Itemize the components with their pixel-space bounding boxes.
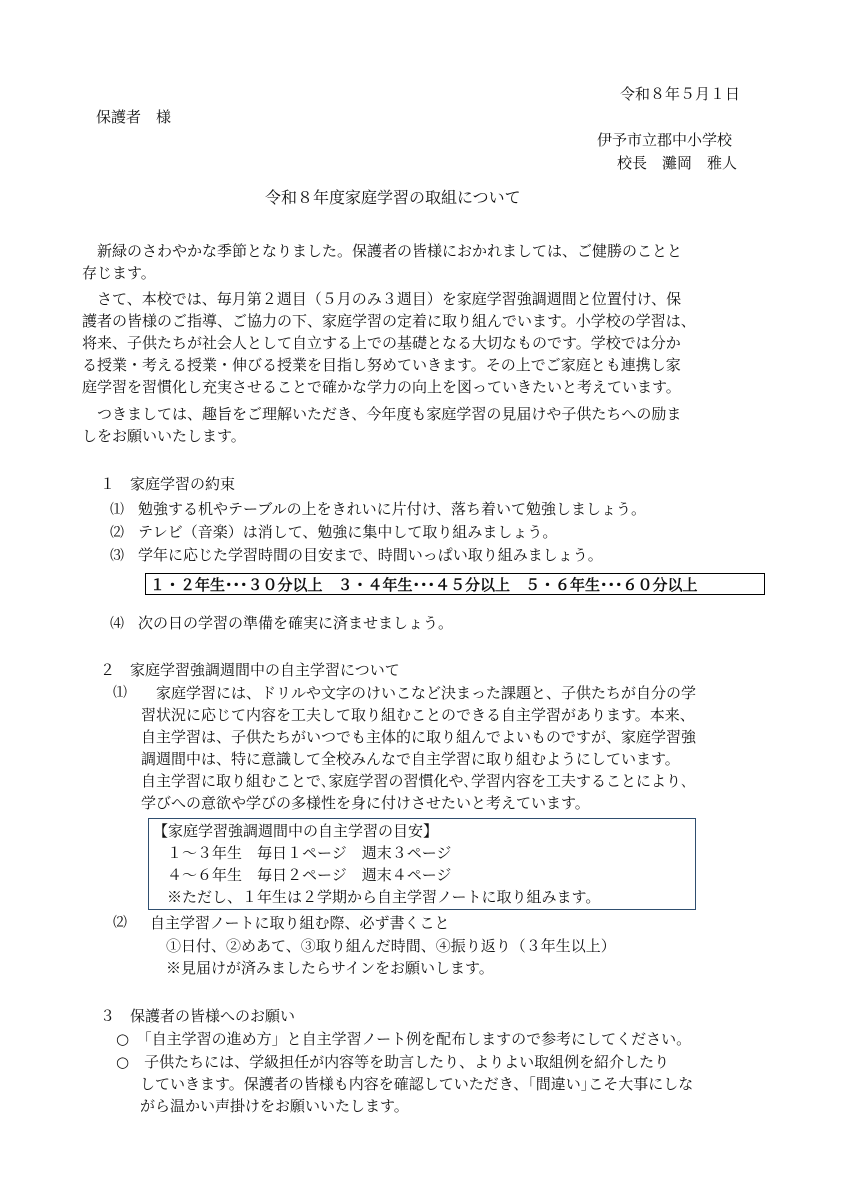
text-line: さて、本校では、毎月第２週目（５月のみ３週目）を家庭学習強調週間と位置付け、保: [82, 290, 682, 308]
item-text: 次の日の学習の準備を確実に済ませましょう。: [138, 614, 454, 632]
text-line: 自主学習は、子供たちがいつでも主体的に取り組んでよいものですが、家庭学習強: [141, 728, 697, 746]
section-2-item-1: [141, 682, 696, 814]
target-box-title: 【家庭学習強調週間中の自主学習の目安】: [153, 822, 439, 840]
item-number: ⑷: [110, 616, 124, 632]
text-line: ※見届けが済みましたらサインをお願いします。: [166, 959, 494, 977]
text-line: していきます。保護者の皆様も内容を確認していただき、｢間違い｣こそ大事にしな: [140, 1075, 694, 1093]
item-number: ⑵: [113, 915, 127, 931]
text-line: ○ 子供たちには、学級担任が内容等を助言したり、よりよい取組例を紹介したり: [116, 1053, 670, 1071]
section-1-heading: １ 家庭学習の約束: [100, 475, 236, 493]
section-2-item-2-detail: [166, 935, 616, 979]
section-1-item-4: [110, 612, 453, 635]
item-number: ⑴: [113, 685, 127, 701]
text-line: 将来、子供たちが社会人として自立する上での基礎となる大切なものです。学校では分か: [82, 334, 681, 352]
section-3-heading: ３ 保護者の皆様へのお願い: [100, 1007, 296, 1025]
intro-paragraph-3: [82, 403, 782, 447]
text-line: 自主学習に取り組むことで､家庭学習の習慣化や､学習内容を工夫することにより､: [141, 772, 689, 790]
section-1-item-3: [110, 544, 603, 567]
section-1-item-2: [110, 521, 557, 544]
intro-paragraph-2: [82, 288, 782, 398]
text-line: 庭学習を習慣化し充実させることで確かな学力の向上を図っていきたいと考えています。: [82, 378, 681, 396]
text-line: がら温かい声掛けをお願いいたします。: [140, 1097, 409, 1115]
text-line: 新緑のさわやかな季節となりました。保護者の皆様におかれましては、ご健勝のことと: [82, 242, 683, 260]
target-line: ※ただし、１年生は２学期から自主学習ノートに取り組みます。: [167, 888, 601, 906]
section-1-item-1: [110, 498, 646, 521]
text-line: 調週間中は、特に意識して全校みんなで自主学習に取り組むようにしています。: [141, 750, 680, 768]
item-number: ⑵: [110, 525, 124, 541]
text-line: しをお願いいたします。: [82, 427, 246, 445]
school-name: 伊予市立郡中小学校: [597, 131, 733, 149]
principal-name: 校長 灘岡 雅人: [617, 154, 738, 172]
target-line: ４～６年生 毎日２ページ 週末４ページ: [167, 866, 452, 884]
document-title: 令和８年度家庭学習の取組について: [265, 188, 521, 207]
text-line: 存じます。: [82, 264, 156, 282]
section-3-bullet-1: ○ 「自主学習の進め方」と自主学習ノート例を配布しますので参考にしてください。: [116, 1030, 692, 1048]
text-line: ①日付、②めあて、③取り組んだ時間、④振り返り（３年生以上）: [166, 937, 616, 955]
section-3-bullet-2: [116, 1051, 693, 1117]
recipient: 保護者 様: [96, 108, 172, 126]
section-2-heading: ２ 家庭学習強調週間中の自主学習について: [100, 661, 400, 679]
intro-paragraph-1: [82, 240, 782, 284]
text-line: つきましては、趣旨をご理解いただき、今年度も家庭学習の見届けや子供たちへの励ま: [82, 405, 682, 423]
text-line: 習状況に応じて内容を工夫して取り組むことのできる自主学習があります。本来、: [141, 706, 695, 724]
item-number: ⑶: [110, 548, 124, 564]
self-study-target-box: [148, 818, 696, 910]
item-number: ⑴: [110, 502, 124, 518]
text-line: る授業・考える授業・伸びる授業を目指し努めていきます。その上でご家庭とも連携し家: [82, 356, 681, 374]
item-text: 学年に応じた学習時間の目安まで、時間いっぱい取り組みましょう。: [138, 546, 603, 564]
section-2-item-2: 自主学習ノートに取り組む際、必ず書くこと: [150, 914, 450, 932]
text-line: 家庭学習には、ドリルや文字のけいこなど決まった課題と、子供たちが自分の学: [141, 684, 697, 702]
item-text: 勉強する机やテーブルの上をきれいに片付け、落ち着いて勉強しましょう。: [138, 500, 647, 518]
text-line: 護者の皆様のご指導、ご協力の下、家庭学習の定着に取り組んでいます。小学校の学習は、: [82, 312, 696, 330]
document-date: 令和８年５月１日: [620, 85, 741, 103]
target-line: １～３年生 毎日１ページ 週末３ページ: [167, 844, 452, 862]
item-text: テレビ（音楽）は消して、勉強に集中して取り組みましょう。: [138, 523, 558, 541]
study-time-box: １・２年生･･･３０分以上 ３・４年生･･･４５分以上 ５・６年生･･･６０分以上: [145, 573, 765, 595]
text-line: 学びへの意欲や学びの多様性を身に付けさせたいと考えています。: [141, 794, 590, 812]
